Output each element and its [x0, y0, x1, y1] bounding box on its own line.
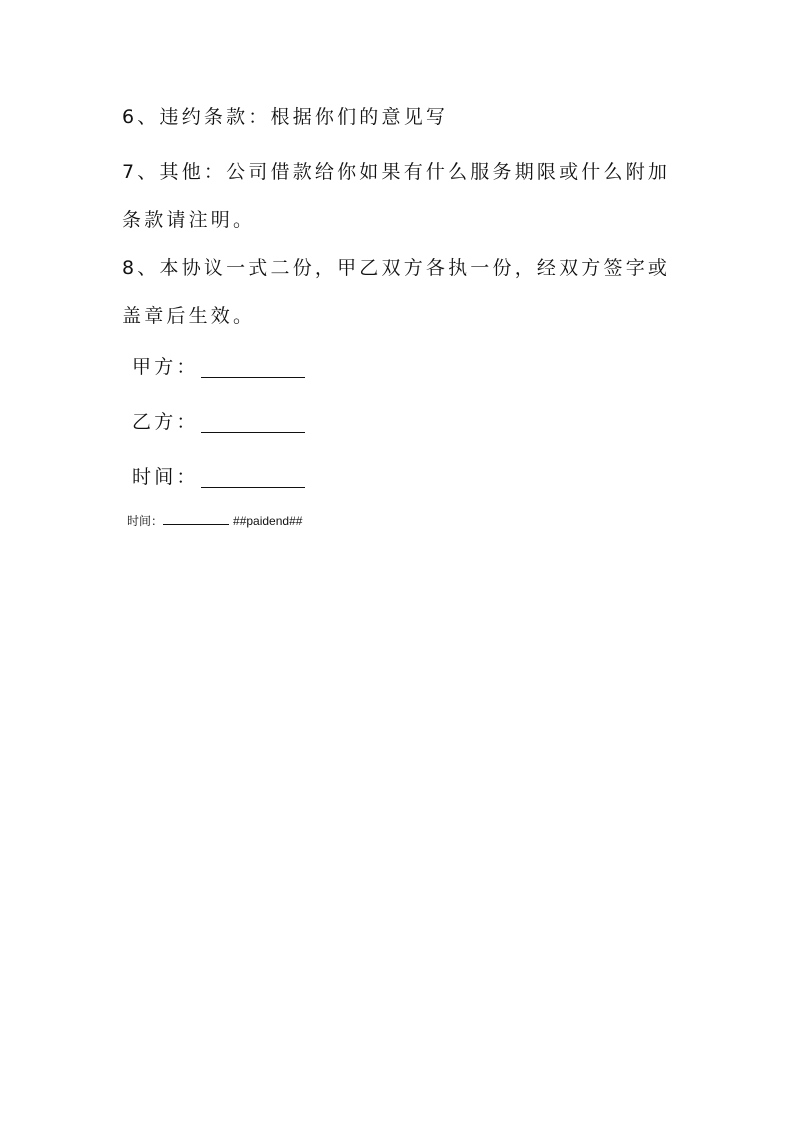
time-blank [201, 465, 305, 488]
footer-time-line [127, 512, 302, 530]
party-a-blank [201, 355, 305, 378]
party-a-label: 甲方： [132, 356, 199, 378]
party-b-label: 乙方： [132, 411, 199, 433]
clause-7-text: 7、其他：公司借款给你如果有什么服务期限或什么附加条款请注明。 [122, 161, 671, 231]
party-b-blank [201, 410, 305, 433]
paid-end-marker: ##paidend## [233, 514, 303, 528]
footer-time-blank [163, 513, 229, 525]
time-label: 时间： [132, 466, 199, 488]
clause-8-text: 8、本协议一式二份，甲乙双方各执一份，经双方签字或盖章后生效。 [122, 257, 671, 327]
party-b-signature-line [132, 407, 305, 437]
clause-6-text: 6、违约条款：根据你们的意见写 [122, 106, 449, 128]
footer-time-label: 时间： [127, 514, 164, 528]
party-a-signature-line [132, 352, 305, 382]
time-signature-line [132, 462, 305, 492]
